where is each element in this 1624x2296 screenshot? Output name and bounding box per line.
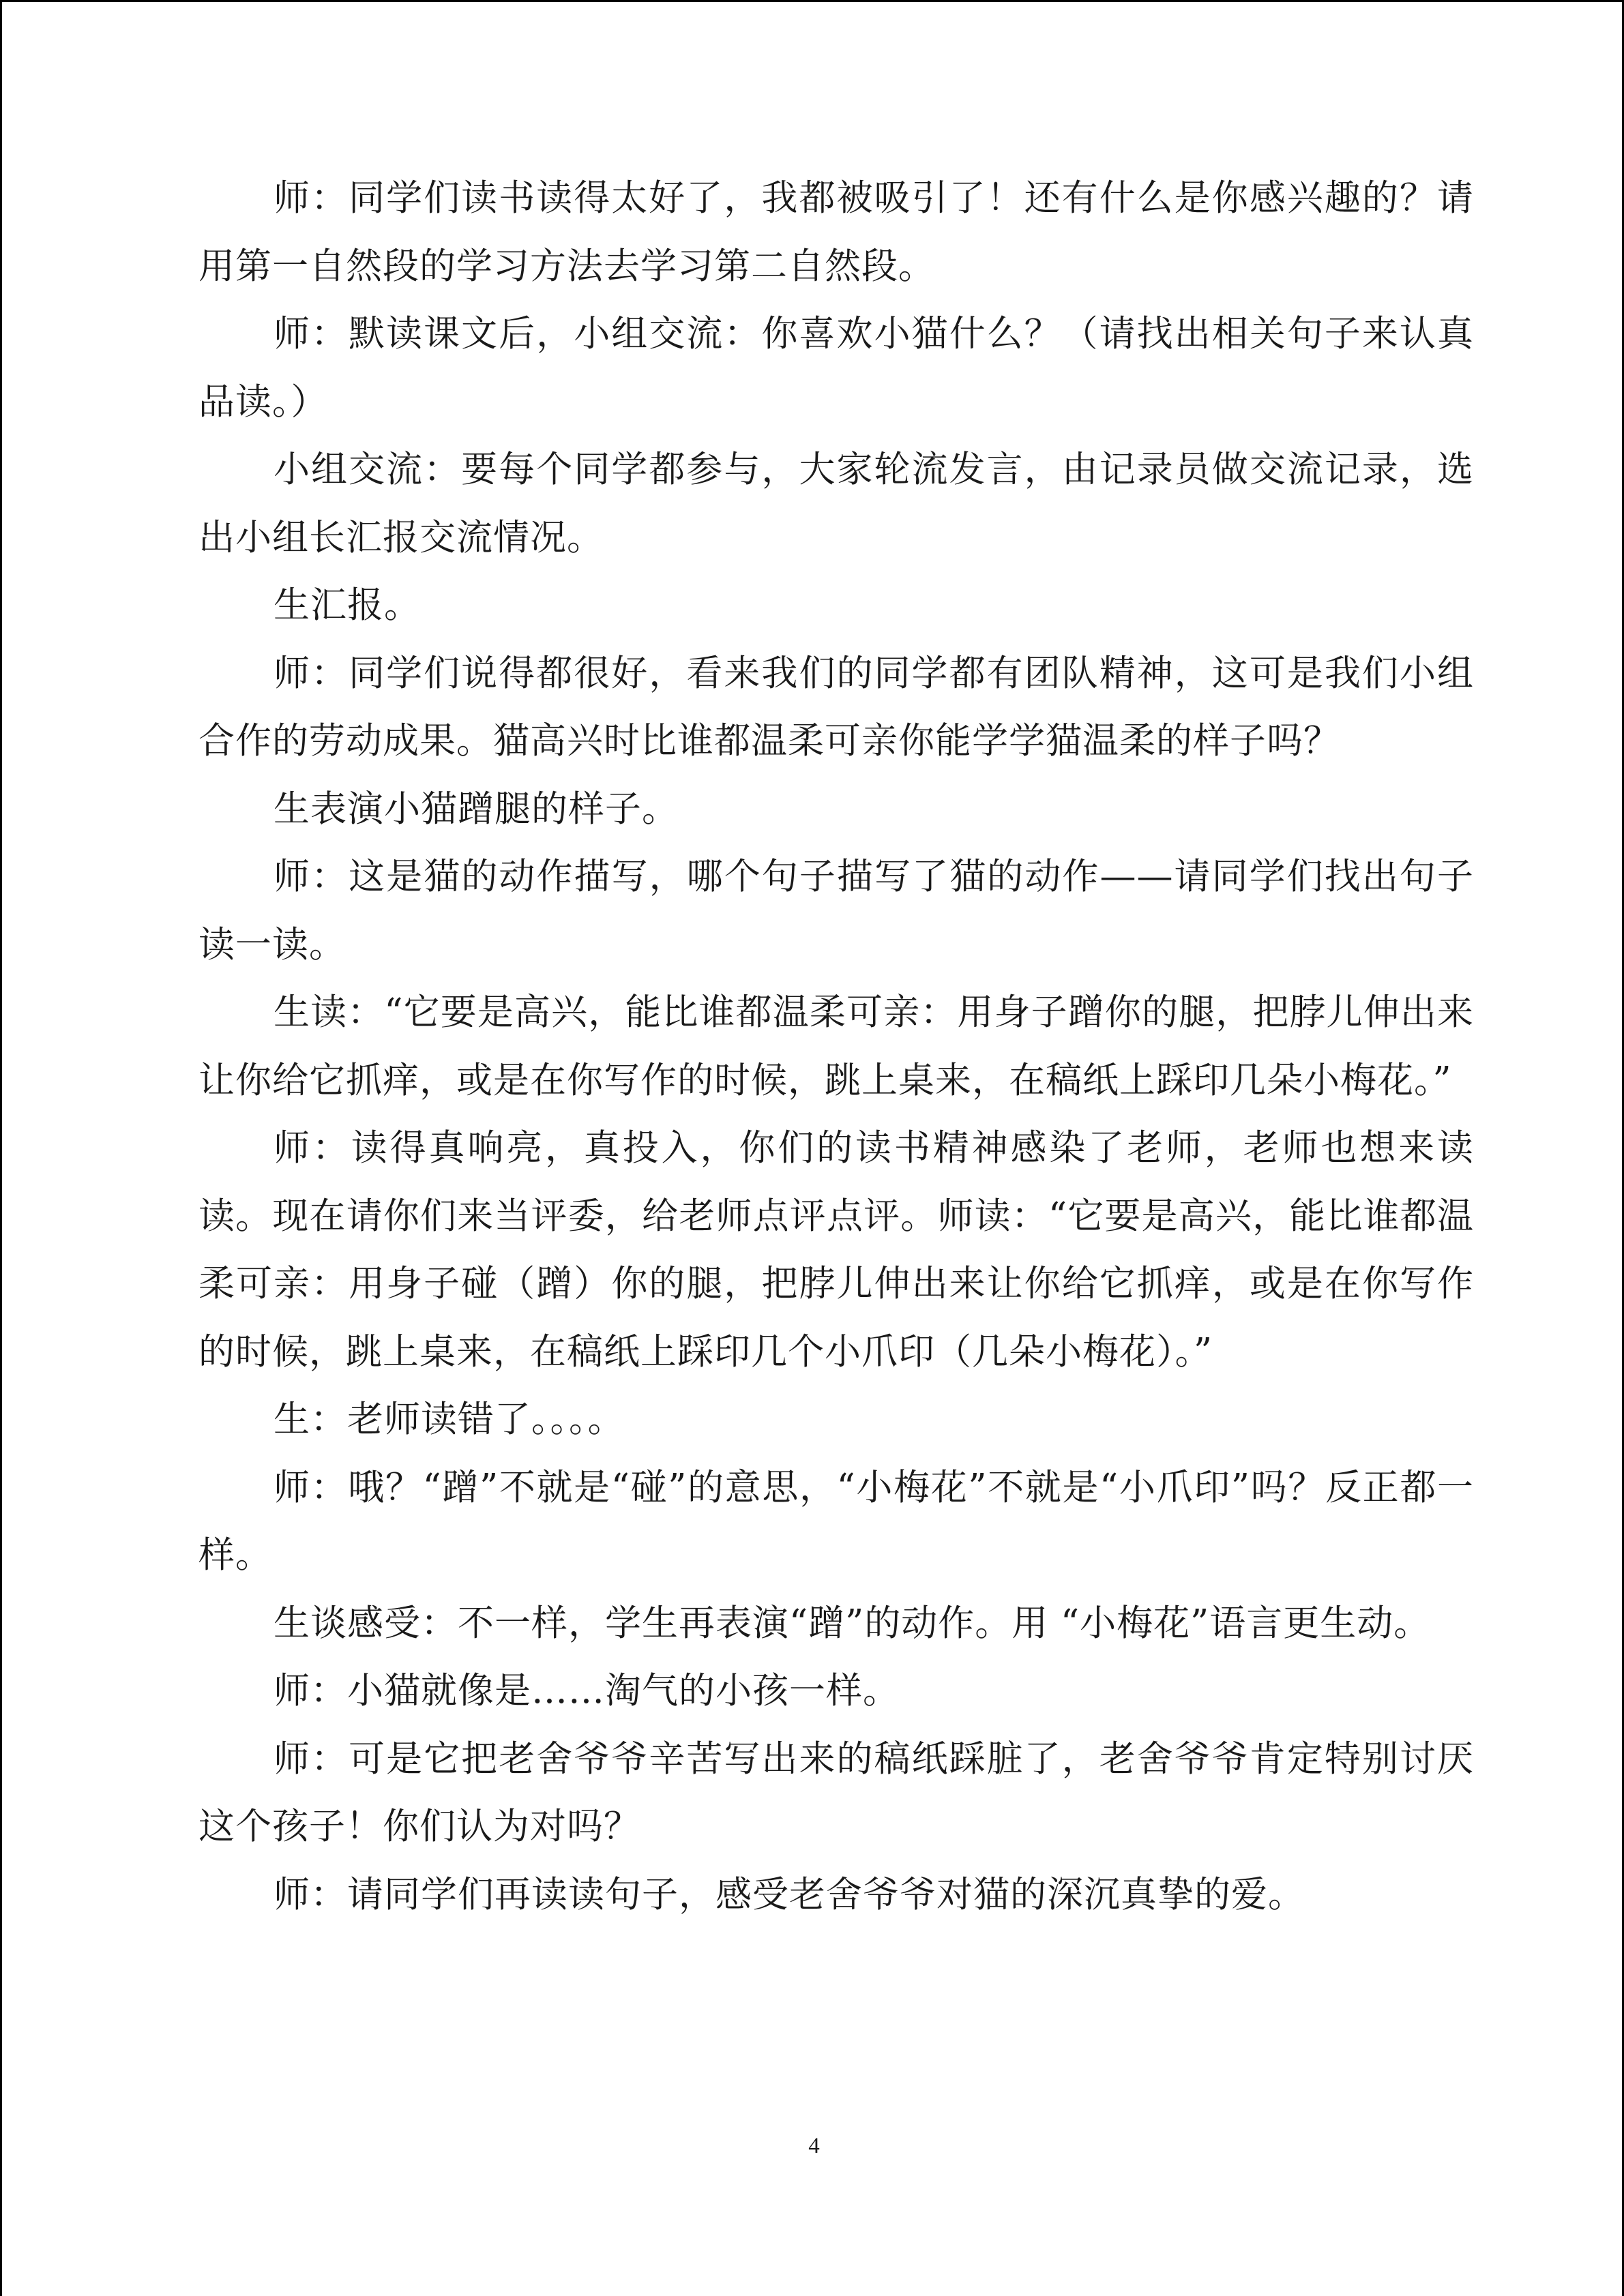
paragraph-11: 师：哦？“蹭”不就是“碰”的意思，“小梅花”不就是“小爪印”吗？反正都一样。 [198,1466,1474,1576]
paragraph-8: 生读：“它要是高兴，能比谁都温柔可亲：用身子蹭你的腿，把脖儿伸出来让你给它抓痒，或是在你写作的时候，跳上桌来，在稿纸上踩印几朵小梅花。” [198,992,1474,1101]
paragraph-1: 师：同学们读书读得太好了，我都被吸引了！还有什么是你感兴趣的？请用第一自然段的学习方法去学习第二自然段。 [198,177,1474,287]
document-body [198,164,1474,1928]
paragraph-7: 师：这是猫的动作描写，哪个句子描写了猫的动作——请同学们找出句子读一读。 [198,856,1474,966]
paragraph-14: 师：可是它把老舍爷爷辛苦写出来的稿纸踩脏了，老舍爷爷肯定特别讨厌这个孩子！你们认为对吗？ [198,1738,1474,1847]
paragraph-4: 生汇报。 [274,584,421,626]
paragraph-9: 师：读得真响亮，真投入，你们的读书精神感染了老师，老师也想来读读。现在请你们来当评委，给老师点评点评。师读：“它要是高兴，能比谁都温柔可亲：用身子碰（蹭）你的腿，把脖儿伸出来让你给它抓痒，或是在你写作的时候，跳上桌来，在稿纸上踩印几个小爪印（几朵小梅花）。” [198,1127,1474,1373]
paragraph-13: 师：小猫就像是……淘气的小孩一样。 [274,1670,900,1712]
paragraph-6: 生表演小猫蹭腿的样子。 [274,788,679,830]
paragraph-12: 生谈感受：不一样，学生再表演“蹭”的动作。用 “小梅花”语言更生动。 [274,1602,1431,1644]
paragraph-3: 小组交流：要每个同学都参与，大家轮流发言，由记录员做交流记录，选出小组长汇报交流情况。 [198,449,1474,558]
paragraph-15: 师：请同学们再读读句子，感受老舍爷爷对猫的深沉真挚的爱。 [274,1873,1305,1915]
paragraph-2: 师：默读课文后，小组交流：你喜欢小猫什么？（请找出相关句子来认真品读。） [198,313,1474,423]
paragraph-10: 生：老师读错了。。。。 [274,1399,625,1440]
paragraph-5: 师：同学们说得都很好，看来我们的同学都有团队精神，这可是我们小组合作的劳动成果。猫高兴时比谁都温柔可亲你能学学猫温柔的样子吗？ [198,652,1474,762]
page-number: 4 [808,2134,820,2158]
